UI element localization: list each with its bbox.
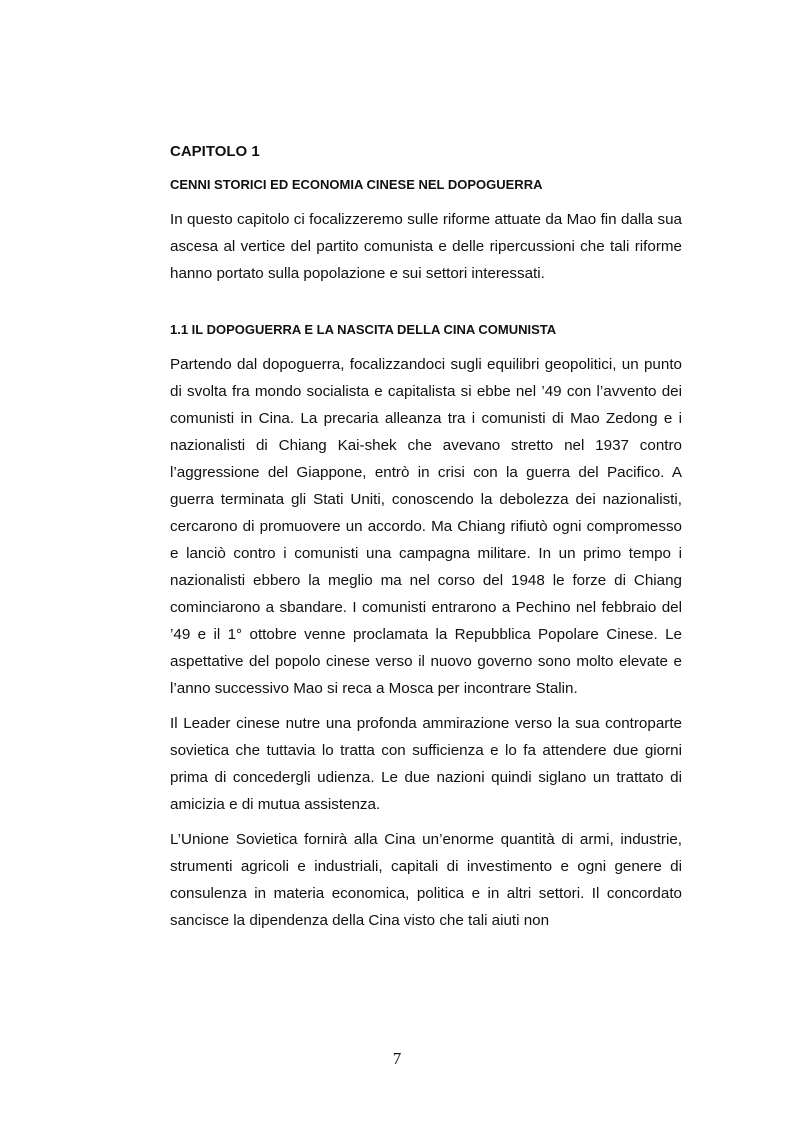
section-paragraph-2: Il Leader cinese nutre una profonda ammirazione verso la sua controparte sovietica che tuttavia lo tratta con sufficienza e lo fa attendere due giorni prima di concedergli udienza. Le due nazioni quindi siglano un trattato di amicizia e di mutua assistenza.	[170, 715, 682, 813]
section-paragraph-3: L’Unione Sovietica fornirà alla Cina un’enorme quantità di armi, industrie, strumenti agricoli e industriali, capitali di investimento e ogni genere di consulenza in materia economica, politica e in altri settori. Il concordato sancisce la dipendenza della Cina visto che tali aiuti non	[170, 831, 682, 929]
page-number: 7	[392, 1049, 402, 1068]
section-paragraph-1: Partendo dal dopoguerra, focalizzandoci sugli equilibri geopolitici, un punto di svolta fra mondo socialista e capitalista si ebbe nel ’49 con l’avvento dei comunisti in Cina. La precaria alleanza tra i comunisti di Mao Zedong e i nazionalisti di Chiang Kai-shek che avevano stretto nel 1937 contro l’aggressione del Giappone, entrò in crisi con la guerra del Pacifico. A guerra terminata gli Stati Uniti, conoscendo la debolezza dei nazionalisti, cercarono di promuovere un accordo. Ma Chiang rifiutò ogni compromesso e lanciò contro i comunisti una campagna militare. In un primo tempo i nazionalisti ebbero la meglio ma nel corso del 1948 le forze di Chiang cominciarono a sbandare. I comunisti entrarono a Pechino nel febbraio del ’49 e il 1° ottobre venne proclamata la Repubblica Popolare Cinese. Le aspettative del popolo cinese verso il nuovo governo sono molto elevate e l’anno successivo Mao si reca a Mosca per incontrare Stalin.	[170, 356, 682, 697]
page-body	[170, 130, 682, 934]
section-title: 1.1 IL DOPOGUERRA E LA NASCITA DELLA CINA COMUNISTA	[170, 322, 557, 337]
chapter-intro-paragraph: In questo capitolo ci focalizzeremo sulle riforme attuate da Mao fin dalla sua ascesa al vertice del partito comunista e delle ripercussioni che tali riforme hanno portato sulla popolazione e sui settori interessati.	[170, 211, 682, 282]
chapter-label: CAPITOLO 1	[170, 143, 260, 160]
chapter-title: CENNI STORICI ED ECONOMIA CINESE NEL DOPOGUERRA	[170, 177, 543, 192]
